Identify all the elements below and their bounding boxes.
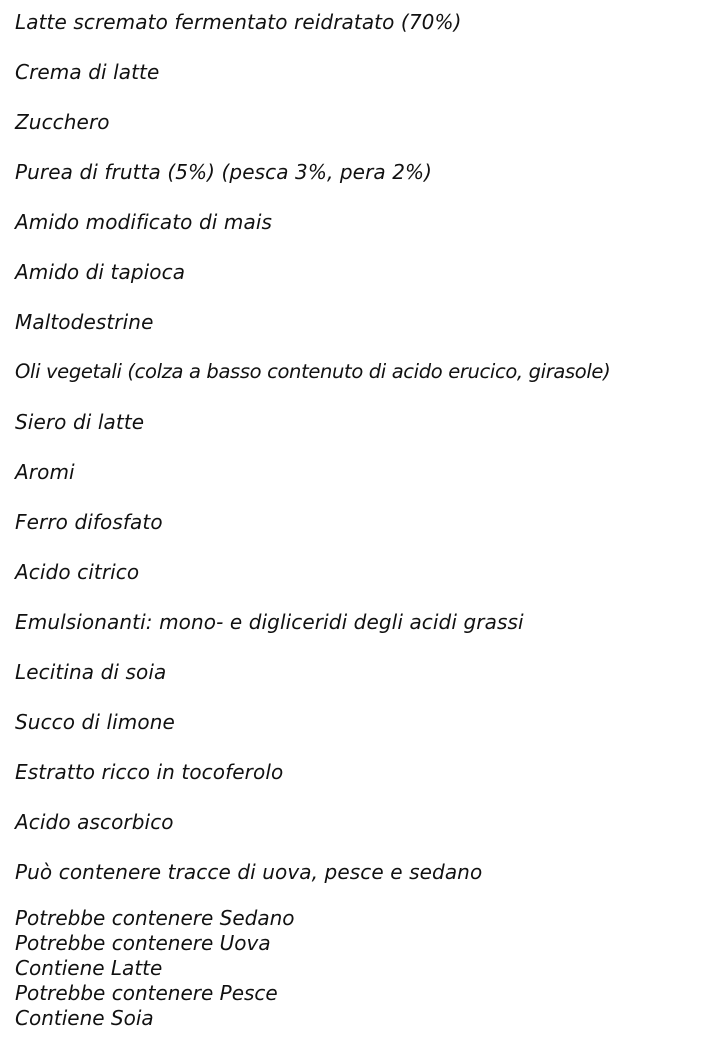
ingredient-item: Aromi: [15, 460, 75, 484]
allergen-item: Potrebbe contenere Uova: [15, 931, 271, 955]
ingredient-item: Amido di tapioca: [15, 260, 186, 284]
allergen-item: Contiene Soia: [15, 1006, 154, 1030]
allergens-list: [15, 906, 695, 1031]
ingredient-item: Oli vegetali (colza a basso contenuto di acido erucico, girasole): [15, 360, 611, 383]
ingredient-item: Emulsionanti: mono- e digliceridi degli acidi grassi: [15, 610, 524, 634]
ingredient-item: Maltodestrine: [15, 310, 154, 334]
ingredient-item: Ferro difosfato: [15, 510, 163, 534]
ingredient-item: Latte scremato fermentato reidratato (70%): [15, 10, 462, 34]
ingredient-item: Succo di limone: [15, 710, 175, 734]
ingredient-item: Lecitina di soia: [15, 660, 167, 684]
ingredient-item: Estratto ricco in tocoferolo: [15, 760, 284, 784]
ingredient-item: Acido ascorbico: [15, 810, 174, 834]
ingredient-item: Amido modificato di mais: [15, 210, 272, 234]
ingredient-item: Può contenere tracce di uova, pesce e sedano: [15, 860, 483, 884]
ingredient-item: Siero di latte: [15, 410, 145, 434]
ingredients-list: [15, 8, 695, 908]
allergen-item: Potrebbe contenere Pesce: [15, 981, 278, 1005]
ingredient-item: Zucchero: [15, 110, 110, 134]
allergen-item: Potrebbe contenere Sedano: [15, 906, 295, 930]
ingredient-item: Purea di frutta (5%) (pesca 3%, pera 2%): [15, 160, 433, 184]
allergen-item: Contiene Latte: [15, 956, 163, 980]
ingredient-item: Crema di latte: [15, 60, 160, 84]
ingredient-item: Acido citrico: [15, 560, 140, 584]
